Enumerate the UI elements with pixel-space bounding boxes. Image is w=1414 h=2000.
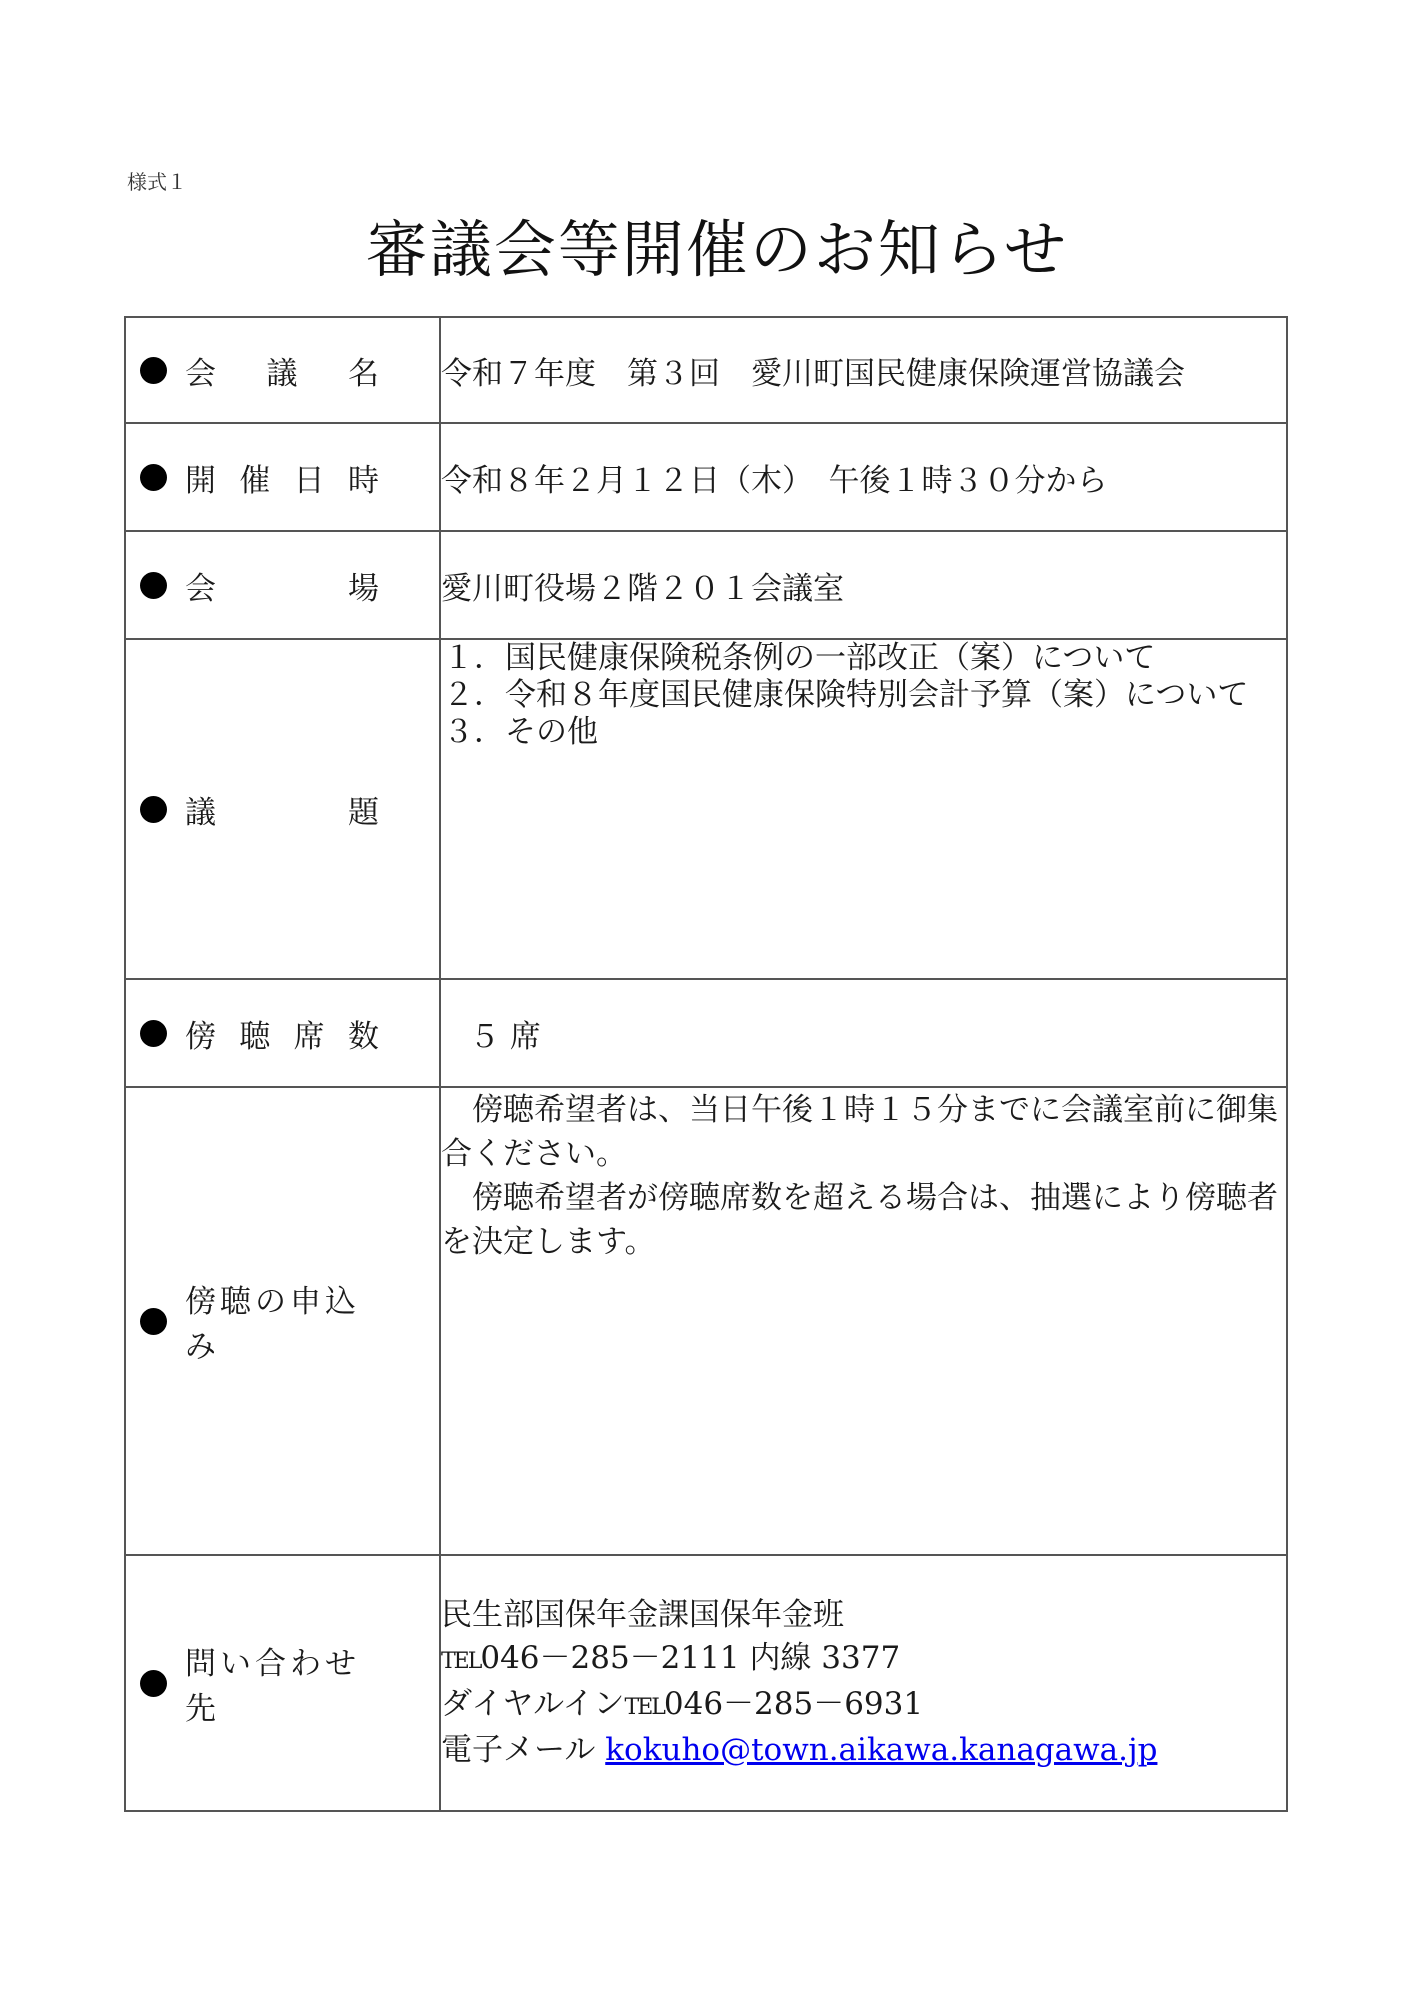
label-cell: [125, 317, 440, 423]
tel-icon: TEL: [624, 1695, 664, 1720]
label-contact: 問い合わせ先: [185, 1646, 360, 1727]
bullet-icon: [140, 1020, 167, 1047]
datetime-value: 令和８年２月１２日（木） 午後１時３０分から: [440, 423, 1287, 531]
contact-department: 民生部国保年金課国保年金班: [441, 1597, 844, 1633]
row-application: [125, 1087, 1287, 1555]
label-agenda: 議 題: [185, 794, 379, 831]
row-meeting-name: [125, 317, 1287, 423]
contact-tel-dialin: ダイヤルインTEL046－285－6931: [441, 1686, 924, 1722]
row-contact: [125, 1555, 1287, 1811]
label-cell: [125, 1555, 440, 1811]
seats-value: ５ 席: [440, 979, 1287, 1087]
label-cell: [125, 979, 440, 1087]
label-cell: [125, 1087, 440, 1555]
label-cell: [125, 639, 440, 979]
venue-value: 愛川町役場２階２０１会議室: [440, 531, 1287, 639]
row-datetime: [125, 423, 1287, 531]
bullet-icon: [140, 1308, 167, 1335]
row-agenda: [125, 639, 1287, 979]
label-seats: 傍 聴 席 数: [185, 1018, 379, 1055]
agenda-list: [440, 639, 1287, 979]
meeting-info-table: [124, 316, 1288, 1812]
email-link[interactable]: kokuho@town.aikawa.kanagawa.jp: [605, 1732, 1158, 1768]
tel-icon: TEL: [441, 1649, 481, 1674]
label-cell: [125, 423, 440, 531]
agenda-item: ２．令和８年度国民健康保険特別会計予算（案）について: [443, 677, 1249, 713]
application-paragraph: 傍聴希望者は、当日午後１時１５分までに会議室前に御集合ください。: [441, 1092, 1278, 1172]
row-venue: [125, 531, 1287, 639]
application-info: [440, 1087, 1287, 1555]
contact-tel-main: TEL046－285－2111 内線 3377: [441, 1640, 901, 1676]
contact-info: [440, 1555, 1287, 1811]
page-title: 審議会等開催のお知らせ: [365, 213, 1069, 286]
label-application: 傍聴の申込み: [185, 1284, 360, 1365]
contact-email: 電子メール kokuho@town.aikawa.kanagawa.jp: [441, 1732, 1158, 1768]
label-datetime: 開 催 日 時: [185, 462, 379, 499]
label-venue: 会 場: [185, 570, 379, 607]
agenda-item: ３．その他: [443, 714, 598, 750]
form-number: 様式１: [127, 170, 187, 194]
agenda-item: １．国民健康保険税条例の一部改正（案）について: [443, 640, 1156, 676]
bullet-icon: [140, 464, 167, 491]
meeting-name-value: 令和７年度 第３回 愛川町国民健康保険運営協議会: [440, 317, 1287, 423]
bullet-icon: [140, 357, 167, 384]
row-seats: [125, 979, 1287, 1087]
bullet-icon: [140, 572, 167, 599]
label-meeting-name: 会 議 名: [185, 355, 379, 392]
bullet-icon: [140, 1670, 167, 1697]
label-cell: [125, 531, 440, 639]
bullet-icon: [140, 796, 167, 823]
application-paragraph: 傍聴希望者が傍聴席数を超える場合は、抽選により傍聴者を決定します。: [441, 1180, 1278, 1260]
